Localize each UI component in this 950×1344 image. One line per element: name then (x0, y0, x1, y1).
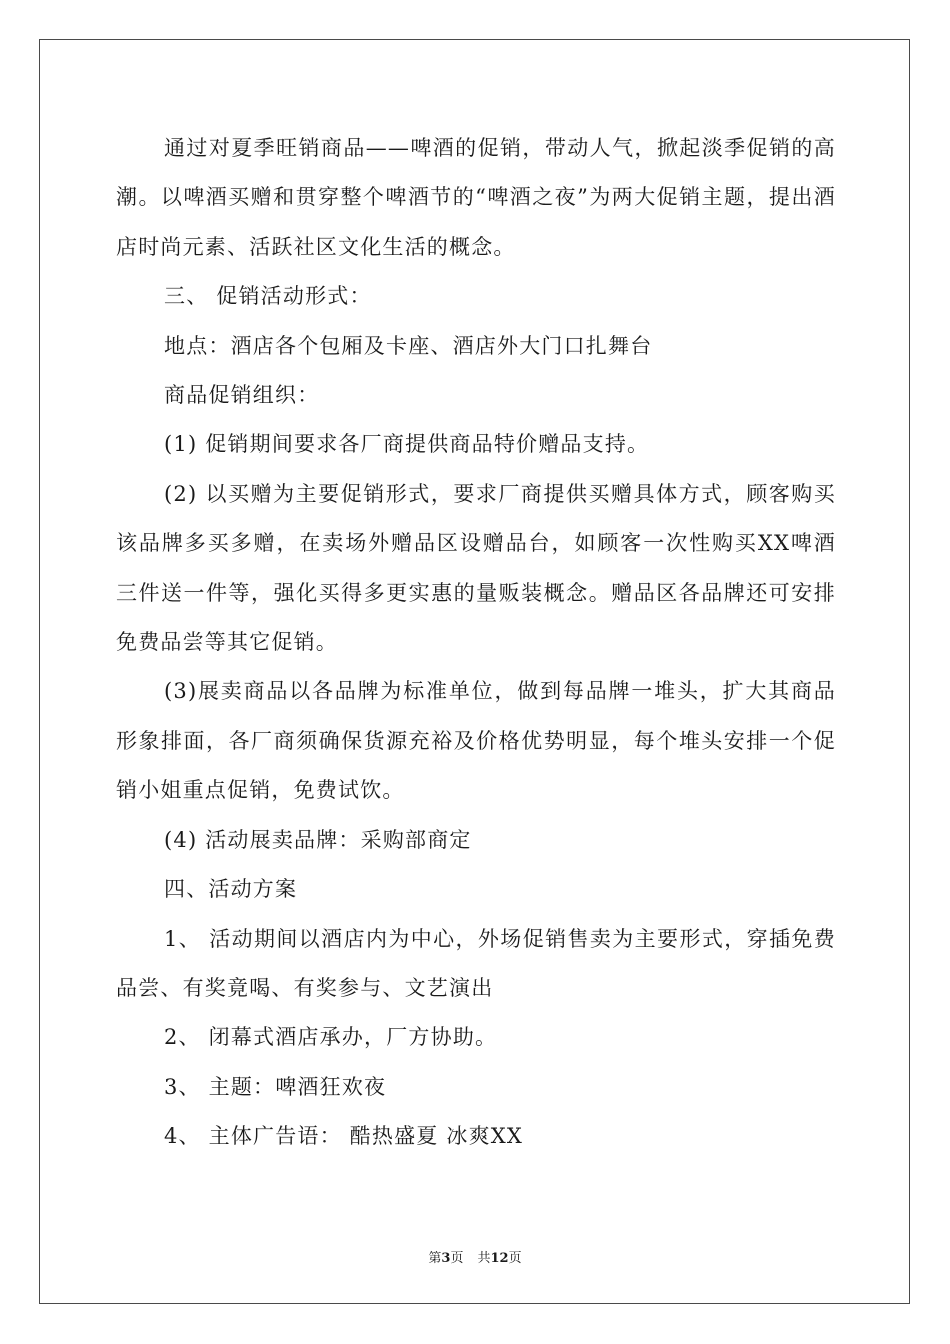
page-footer (0, 1247, 950, 1266)
list-item-3: (3)展卖商品以各品牌为标准单位，做到每品牌一堆头，扩大其商品形象排面，各厂商须确保货源充裕及价格优势明显，每个堆头安排一个促销小姐重点促销，免费试饮。 (116, 679, 836, 803)
paragraph-organization-heading: 商品促销组织： (164, 383, 320, 408)
plan-item-4: 4、 主体广告语： 酷热盛夏 冰爽XX (164, 1124, 524, 1149)
footer-page-current: 3 (441, 1251, 451, 1266)
plan-item-3: 3、 主题：啤酒狂欢夜 (164, 1074, 387, 1099)
list-item-2: (2) 以买赠为主要促销形式，要求厂商提供买赠具体方式，顾客购买该品牌多买多赠，在卖场外赠品区设赠品台，如顾客一次性购买XX啤酒三件送一件等，强化买得多更实惠的量贩装概念。赠品区各品牌还可安排免费品尝等其它促销。 (116, 481, 836, 655)
paragraph-intro: 通过对夏季旺销商品——啤酒的促销，带动人气，掀起淡季促销的高潮。以啤酒买赠和贯穿整个啤酒节的“啤酒之夜”为两大促销主题，提出酒店时尚元素、活跃社区文化生活的概念。 (116, 136, 836, 259)
plan-item-1: 1、 活动期间以酒店内为中心，外场促销售卖为主要形式，穿插免费品尝、有奖竟喝、有奖参与、文艺演出 (116, 926, 836, 1000)
section-heading-activity-plan: 四、活动方案 (164, 877, 298, 902)
plan-item-2: 2、 闭幕式酒店承办，厂方协助。 (164, 1025, 498, 1050)
list-item-4: (4) 活动展卖品牌：采购部商定 (164, 827, 472, 852)
footer-page-total: 12 (490, 1251, 509, 1266)
footer-total-prefix: 共 (477, 1251, 491, 1266)
footer-page-unit: 页 (450, 1251, 464, 1266)
document-body (116, 124, 836, 1162)
footer-page-prefix: 第 (428, 1251, 442, 1266)
section-heading-promotion-form: 三、 促销活动形式： (164, 284, 372, 309)
list-item-1: (1) 促销期间要求各厂商提供商品特价赠品支持。 (164, 432, 650, 457)
paragraph-location: 地点：酒店各个包厢及卡座、酒店外大门口扎舞台 (164, 333, 653, 358)
footer-total-unit: 页 (508, 1251, 522, 1266)
